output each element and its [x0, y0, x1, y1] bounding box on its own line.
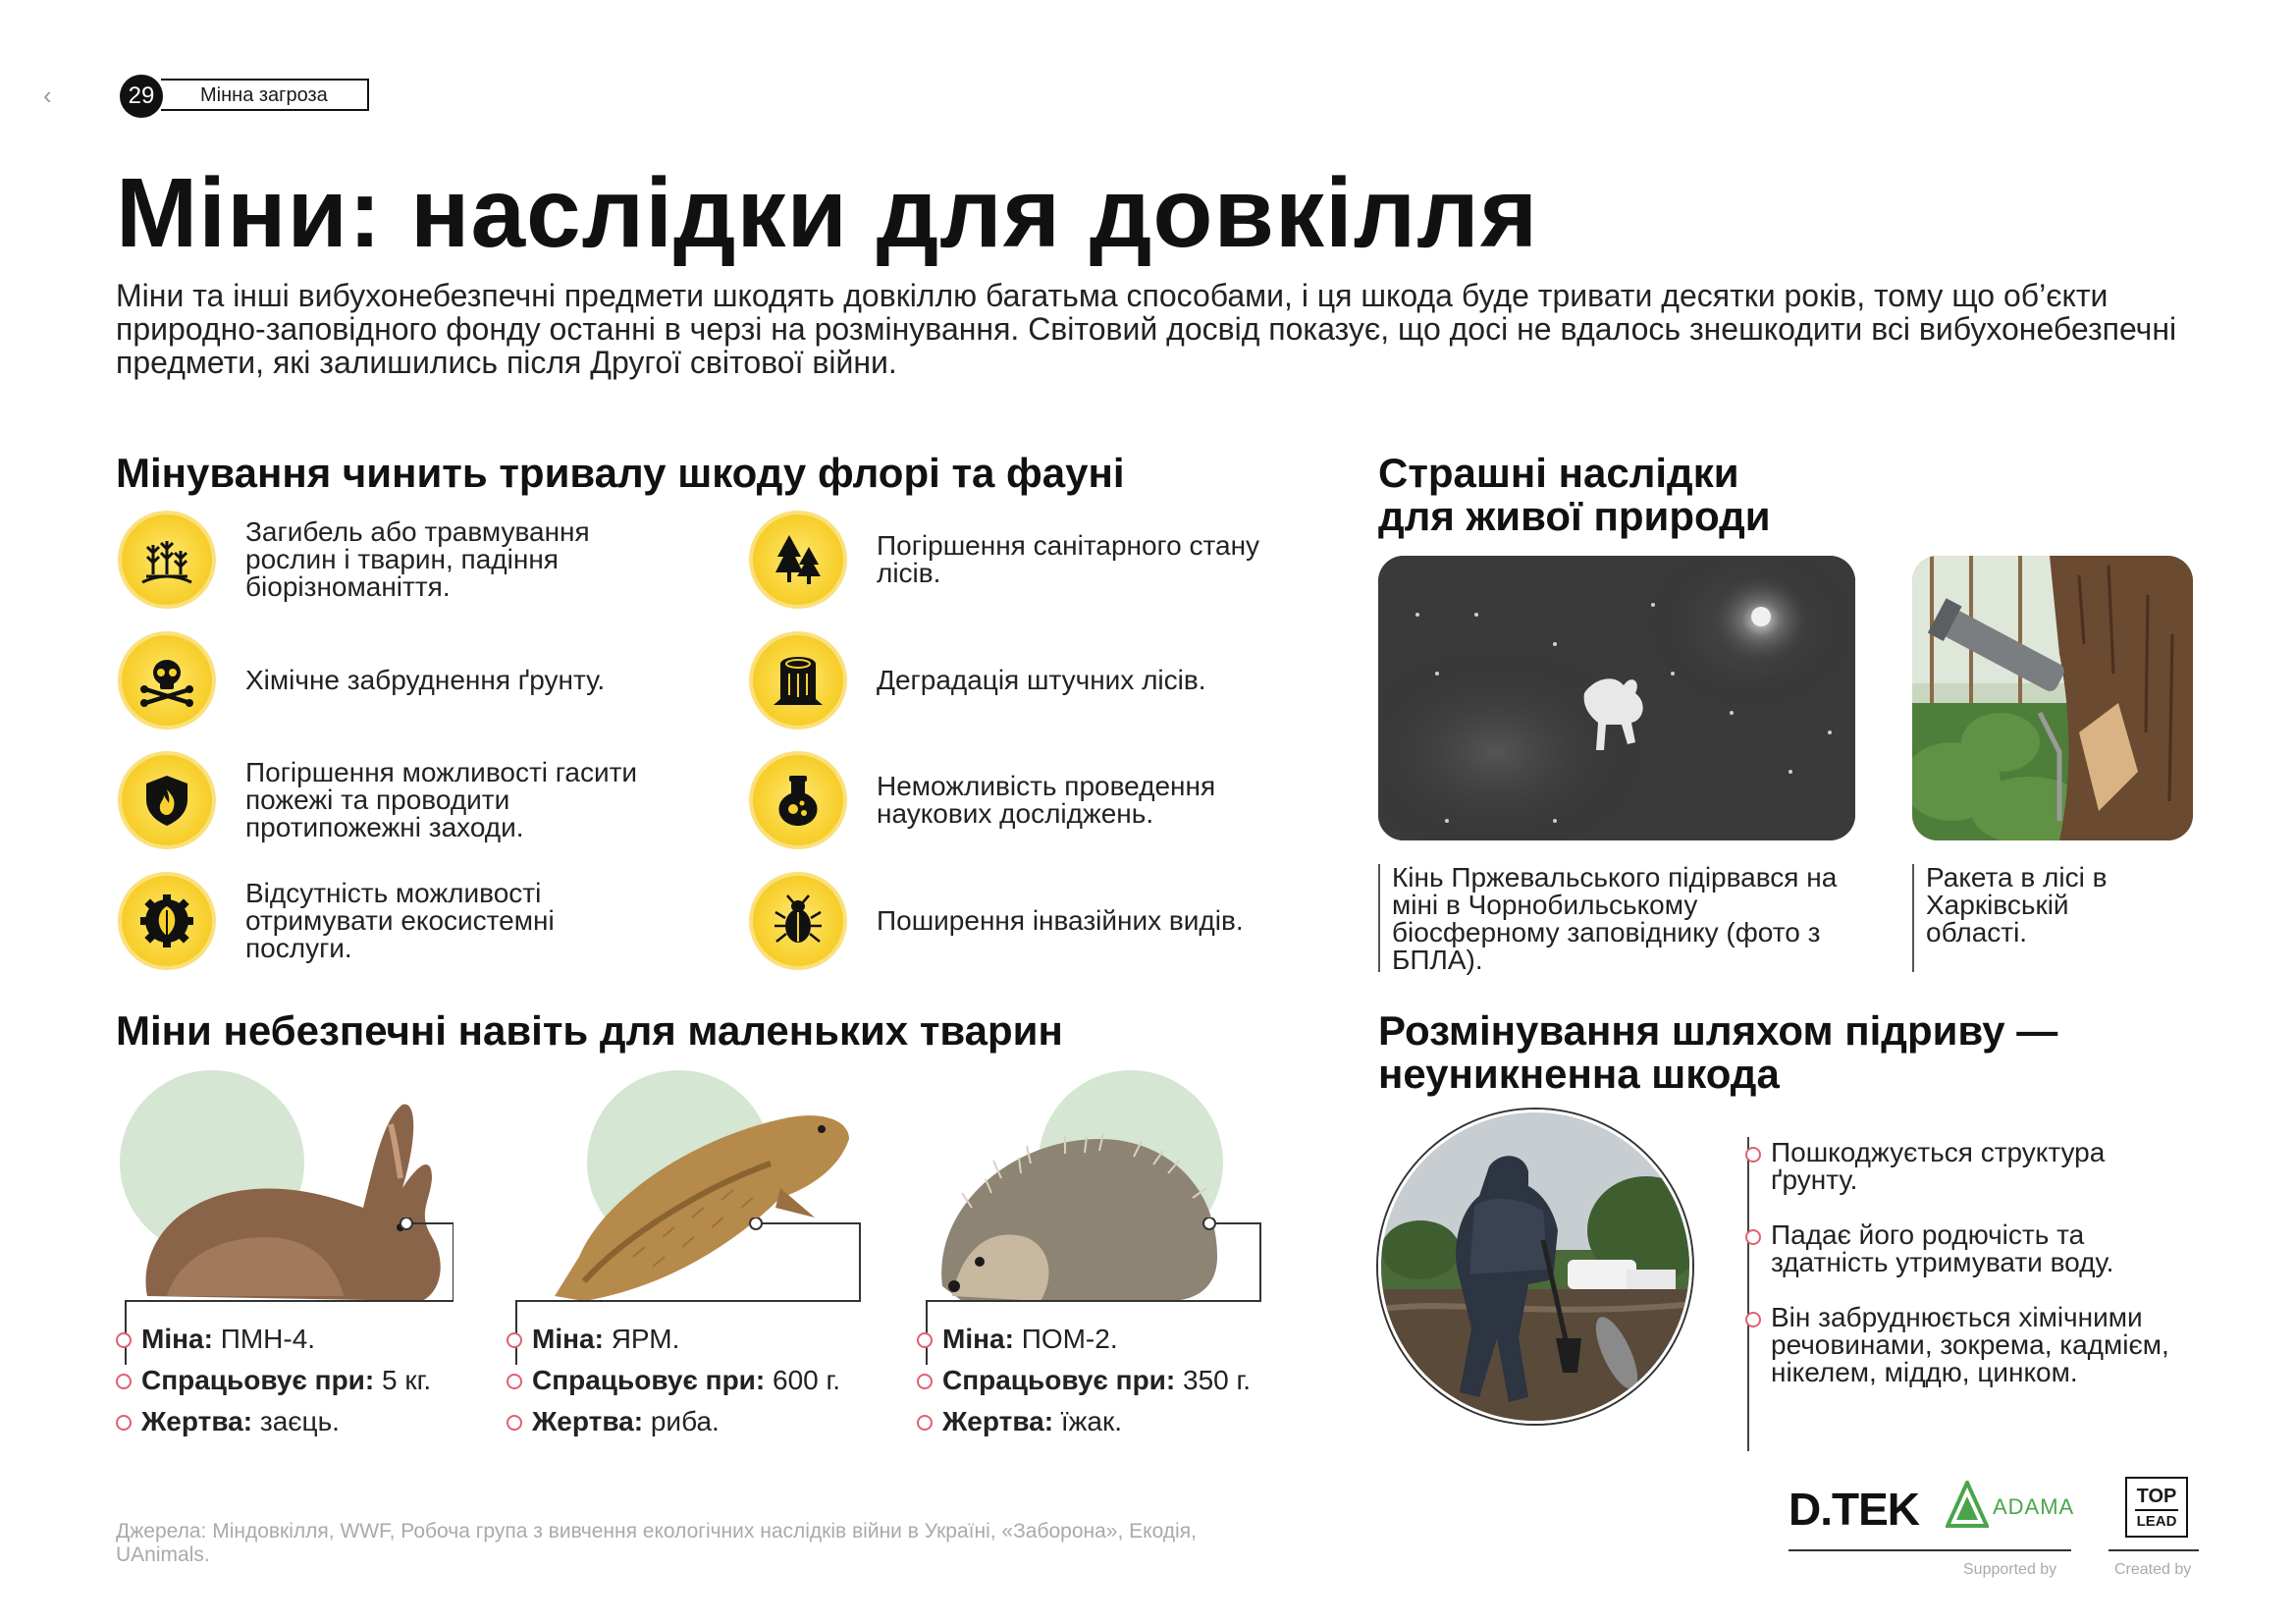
beetle-icon: [767, 890, 829, 952]
list-item: Він забруднюється хімічними речовинами, зокрема, кадмієм, нікелем, міддю, цинком.: [1743, 1304, 2185, 1386]
impact-text: Загибель або травмування рослин і тварин, падіння біорізноманіття.: [245, 516, 590, 602]
trigger-weight: 350 г.: [1183, 1365, 1252, 1395]
section-label: Мінна загроза: [161, 79, 369, 111]
impact-item: [749, 511, 1299, 609]
impact-item: [118, 751, 667, 849]
plants-icon: [135, 528, 198, 591]
supported-by-label: Supported by: [1963, 1561, 2057, 1578]
mine-type: ЯРМ.: [611, 1324, 680, 1354]
intro-paragraph: Міни та інші вибухонебезпечні предмети шкодять довкіллю багатьма способами, і ця шкода буде тривати десятки років, тому що об’єкти природно-заповідного фонду останні в черзі на розмінування. Світовий досвід показує, що досі не вдалось знешкодити всі вибухонебезпечні предмети, які залишились після Другої світової війни.: [116, 278, 2177, 380]
impact-item: [749, 751, 1299, 849]
impact-text: Неможливість проведення наукових досліджень.: [877, 771, 1216, 829]
fire-shield-icon: [135, 769, 198, 832]
skull-icon: [135, 649, 198, 712]
created-by-label: Created by: [2114, 1561, 2192, 1578]
impact-text: Поширення інвазійних видів.: [877, 905, 1244, 936]
trees-icon: [767, 528, 829, 591]
impact-item: [118, 511, 667, 609]
demining-heading-line2: неуникненна шкода: [1378, 1051, 1780, 1097]
wildlife-heading-line1: Страшні наслідки: [1378, 450, 1739, 496]
divider: [1789, 1549, 2071, 1551]
toplead-logo: [2125, 1477, 2188, 1538]
impact-item: [118, 872, 667, 970]
page-title: Міни: наслідки для довкілля: [116, 158, 1539, 268]
wildlife-heading: [1378, 452, 1771, 538]
impact-item: [749, 872, 1299, 970]
rabbit-facts: Міна: ПМН-4. Спрацьовує при: 5 кг. Жертва: заєць.: [116, 1319, 469, 1442]
mine-type: ПОМ-2.: [1021, 1324, 1118, 1354]
list-item: Падає його родючість та здатність утримувати воду.: [1743, 1221, 2185, 1276]
stump-icon: [767, 649, 829, 712]
impact-item: [118, 631, 667, 730]
adama-logo-text: ADAMA: [1993, 1494, 2075, 1519]
victim-name: їжак.: [1060, 1406, 1122, 1436]
flora-heading: Мінування чинить тривалу шкоду флорі та фауні: [116, 450, 1125, 496]
demining-photo: [1378, 1110, 1692, 1424]
horse-photo-caption: Кінь Пржевальського підірвався на міні в Чорнобильському біосферному заповіднику (фото з БПЛА).: [1378, 864, 1859, 972]
mine-type: ПМН-4.: [220, 1324, 316, 1354]
demining-heading: [1378, 1009, 2057, 1096]
toplead-lead: LEAD: [2136, 1512, 2177, 1530]
impact-text: Погіршення санітарного стану лісів.: [877, 530, 1260, 588]
page-number: 29: [120, 75, 163, 118]
trigger-weight: 5 кг.: [382, 1365, 432, 1395]
demining-heading-line1: Розмінування шляхом підриву —: [1378, 1007, 2058, 1054]
impact-text: Хімічне забруднення ґрунту.: [245, 665, 606, 695]
demining-points: [1743, 1139, 2185, 1414]
adama-logo-icon: [1946, 1481, 1989, 1535]
impact-item: [749, 631, 1299, 730]
fish-facts: Міна: ЯРМ. Спрацьовує при: 600 г. Жертва: риба.: [507, 1319, 880, 1442]
animals-heading: Міни небезпечні навіть для маленьких тварин: [116, 1007, 1063, 1054]
flask-icon: [767, 769, 829, 832]
impact-text: Деградація штучних лісів.: [877, 665, 1206, 695]
victim-name: риба.: [650, 1406, 720, 1436]
impact-text: Погіршення можливості гасити пожежі та проводити протипожежні заходи.: [245, 757, 638, 842]
sources-footnote: Джерела: Міндовкілля, WWF, Робоча група з вивчення екологічних наслідків війни в Україні, «Заборона», Екодія, UAnimals.: [116, 1520, 1197, 1566]
back-chevron-icon[interactable]: ‹: [43, 81, 52, 110]
hedgehog-facts: Міна: ПОМ-2. Спрацьовує при: 350 г. Жертва: їжак.: [917, 1319, 1290, 1442]
trigger-weight: 600 г.: [773, 1365, 841, 1395]
victim-name: заєць.: [259, 1406, 340, 1436]
toplead-top: TOP: [2136, 1485, 2177, 1507]
leaf-gear-icon: [135, 890, 198, 952]
rocket-forest-photo: [1912, 556, 2193, 840]
list-item: Пошкоджується структура ґрунту.: [1743, 1139, 2185, 1194]
dtek-logo: D.TEK: [1789, 1484, 1919, 1535]
thermal-horse-photo: [1378, 556, 1855, 840]
rocket-photo-caption: Ракета в лісі в Харківській області.: [1912, 864, 2148, 972]
divider: [2109, 1549, 2199, 1551]
wildlife-heading-line2: для живої природи: [1378, 493, 1771, 539]
impact-text: Відсутність можливості отримувати екосистемні послуги.: [245, 878, 555, 963]
